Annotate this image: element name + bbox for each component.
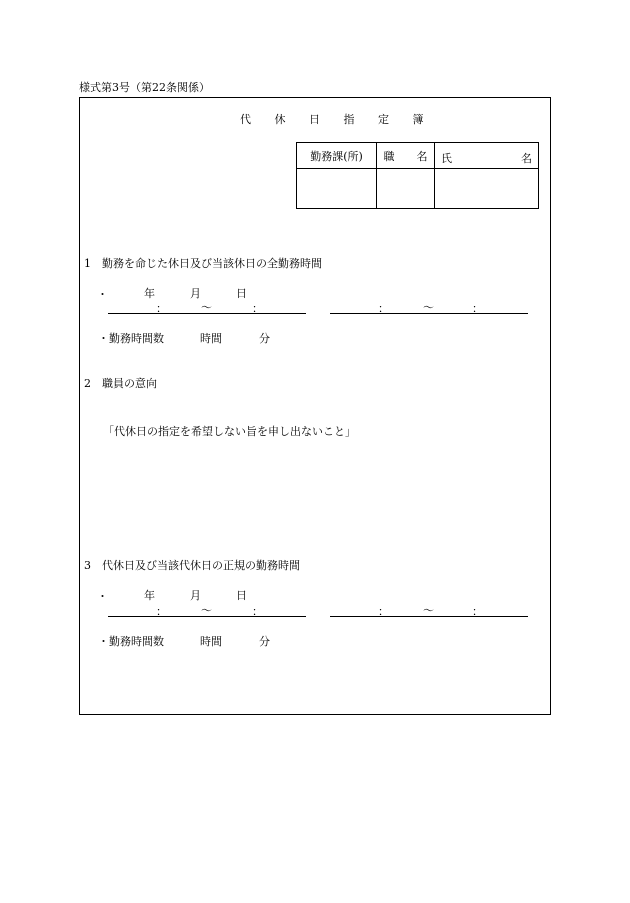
section3-hours-unit: 時間 <box>200 635 222 648</box>
section1-start-line[interactable] <box>108 313 306 314</box>
section3-end-colon-2: ： <box>472 605 483 618</box>
section1-day-label: 日 <box>236 287 247 300</box>
section3-heading: 3 代休日及び当該代休日の正規の勤務時間 <box>84 559 300 572</box>
section3-end-colon: ： <box>378 605 389 618</box>
dept-input-cell[interactable] <box>297 169 377 209</box>
section1-start-colon: ： <box>156 302 167 315</box>
section1-heading: 1 勤務を命じた休日及び当該休日の全勤務時間 <box>84 257 322 270</box>
post-input-cell[interactable] <box>377 169 435 209</box>
section3-end-tilde: ～ <box>423 604 434 617</box>
post-header: 職 名 <box>383 149 428 163</box>
section3-month-label: 月 <box>190 589 201 602</box>
section2-heading: 2 職員の意向 <box>84 377 157 390</box>
section1-hours-unit: 時間 <box>200 332 222 345</box>
name-input-cell[interactable] <box>435 169 539 209</box>
section3-hours-label: ・勤務時間数 <box>98 635 164 648</box>
dept-header-cell <box>297 143 377 169</box>
name-header-right: 名 <box>521 152 532 165</box>
section1-hours-label: ・勤務時間数 <box>98 332 164 345</box>
dept-header: 勤務課(所) <box>310 149 363 163</box>
section1-end-colon: ： <box>378 302 389 315</box>
section1-end-line[interactable] <box>330 313 528 314</box>
section3-minutes-unit: 分 <box>259 635 270 648</box>
name-header-left: 氏 <box>441 152 452 165</box>
section1-bullet: ・ <box>97 288 108 301</box>
section3-day-label: 日 <box>236 589 247 602</box>
section2-statement: 「代休日の指定を希望しない旨を申し出ないこと」 <box>103 425 356 438</box>
section1-minutes-unit: 分 <box>259 332 270 345</box>
section1-start-tilde: ～ <box>201 301 212 314</box>
name-header-cell <box>435 143 539 169</box>
signature-table <box>296 142 539 209</box>
section1-start-colon-2: ： <box>252 302 263 315</box>
section3-start-tilde: ～ <box>201 604 212 617</box>
section1-end-colon-2: ： <box>472 302 483 315</box>
section3-start-colon: ： <box>156 605 167 618</box>
section3-start-colon-2: ： <box>252 605 263 618</box>
form-title: 代 休 日 指 定 簿 <box>240 113 434 126</box>
form-number: 様式第3号（第22条関係） <box>79 81 210 94</box>
section1-year-label: 年 <box>144 287 155 300</box>
section1-end-tilde: ～ <box>423 301 434 314</box>
section3-start-line[interactable] <box>108 616 306 617</box>
section3-end-line[interactable] <box>330 616 528 617</box>
post-header-cell <box>377 143 435 169</box>
section1-month-label: 月 <box>190 287 201 300</box>
section3-year-label: 年 <box>144 589 155 602</box>
section3-bullet: ・ <box>97 590 108 603</box>
